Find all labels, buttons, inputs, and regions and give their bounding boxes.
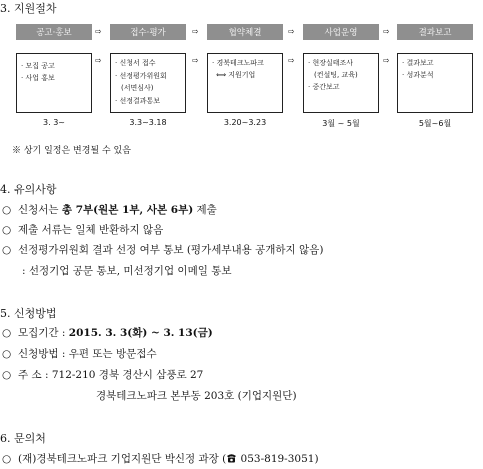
step-2-item: (서면심사) [121,84,154,92]
step-3-date: 3.20~3.23 [223,118,267,127]
step-3-item: ⟺ 지원기업 [216,71,256,79]
section-5-heading: 5. 신청방법 [0,307,57,320]
section-6-heading: 6. 문의처 [0,432,46,445]
application-period: ○ 모집기간 : 2015. 3. 3(화) ~ 3. 13(금) [2,327,213,339]
arrow-right-icon: ⇨ [95,27,102,36]
step-5-item: · 성과분석 [402,71,434,79]
arrow-right-icon: ⇨ [192,56,199,65]
circle-bullet-icon: ○ [2,224,12,236]
step-4-header: 사업운영 [303,24,379,40]
circle-bullet-icon: ○ [2,327,12,339]
step-4-item: · 현장실태조사 [308,59,354,67]
step-5-box [397,53,473,113]
section-4-heading: 4. 유의사항 [0,183,57,196]
notice-item: ○ 신청서는 총 7부(원본 1부, 사본 6부) 제출 [2,204,217,216]
copies-count: 총 7부(원본 1부, 사본 6부) [61,204,194,216]
contact-info: ○ (재)경북테크노파크 기업지원단 박신정 과장 ( 053-819-3051) [2,453,319,465]
circle-bullet-icon: ○ [2,348,12,360]
address-line-2: 경북테크노파크 본부동 203호 (기업지원단) [96,390,297,402]
arrow-right-icon: ⇨ [288,56,295,65]
circle-bullet-icon: ○ [2,244,12,256]
circle-bullet-icon: ○ [2,204,12,216]
step-3-header: 협약체결 [207,24,283,40]
notice-item: ○ 제출 서류는 일체 반환하지 않음 [2,224,164,236]
phone-icon [226,453,237,463]
step-2-box [110,53,186,113]
arrow-right-icon: ⇨ [288,27,295,36]
step-2-item: · 선정결과통보 [115,96,161,105]
arrow-right-icon: ⇨ [95,56,102,65]
circle-bullet-icon: ○ [2,453,12,465]
step-3-box [207,53,283,113]
step-4-item: (컨설팅, 교육) [314,71,358,79]
arrow-right-icon: ⇨ [192,27,199,36]
schedule-note: ※ 상기 일정은 변경될 수 있음 [12,146,131,156]
step-2-header: 접수·평가 [110,24,186,40]
step-2-item: · 신청서 접수 [115,59,156,67]
step-4-box [303,53,379,113]
step-5-item: · 결과보고 [402,59,434,67]
step-1-header: 공고·홍보 [16,24,92,40]
step-2-date: 3.3~3.18 [129,118,167,127]
step-4-date: 3월 ~ 5월 [322,119,360,128]
step-5-header: 결과보고 [397,24,473,40]
arrow-right-icon: ⇨ [383,56,390,65]
notice-item: ○ 선정평가위원회 결과 선정 여부 통보 (평가세부내용 공개하지 않음) [2,244,324,256]
step-5-date: 5월~6월 [418,119,452,128]
arrow-right-icon: ⇨ [383,27,390,36]
section-3-heading: 3. 지원절차 [0,2,57,15]
application-method: ○ 신청방법 : 우편 또는 방문접수 [2,348,157,360]
step-1-date: 3. 3~ [43,118,65,127]
step-2-item: · 선정평가위원회 [115,71,167,80]
step-1-item: · 모집 공고 [21,62,55,70]
step-1-item: · 사업 홍보 [21,74,55,82]
step-3-item: · 경북테크노파크 [212,59,264,67]
step-1-box [16,53,92,113]
circle-bullet-icon: ○ [2,369,12,381]
step-4-item: · 중간보고 [308,83,340,91]
notice-subitem: : 선정기업 공문 통보, 미선정기업 이메일 통보 [22,265,232,277]
address-line-1: ○ 주 소 : 712-210 경북 경산시 삼풍로 27 [2,369,204,381]
